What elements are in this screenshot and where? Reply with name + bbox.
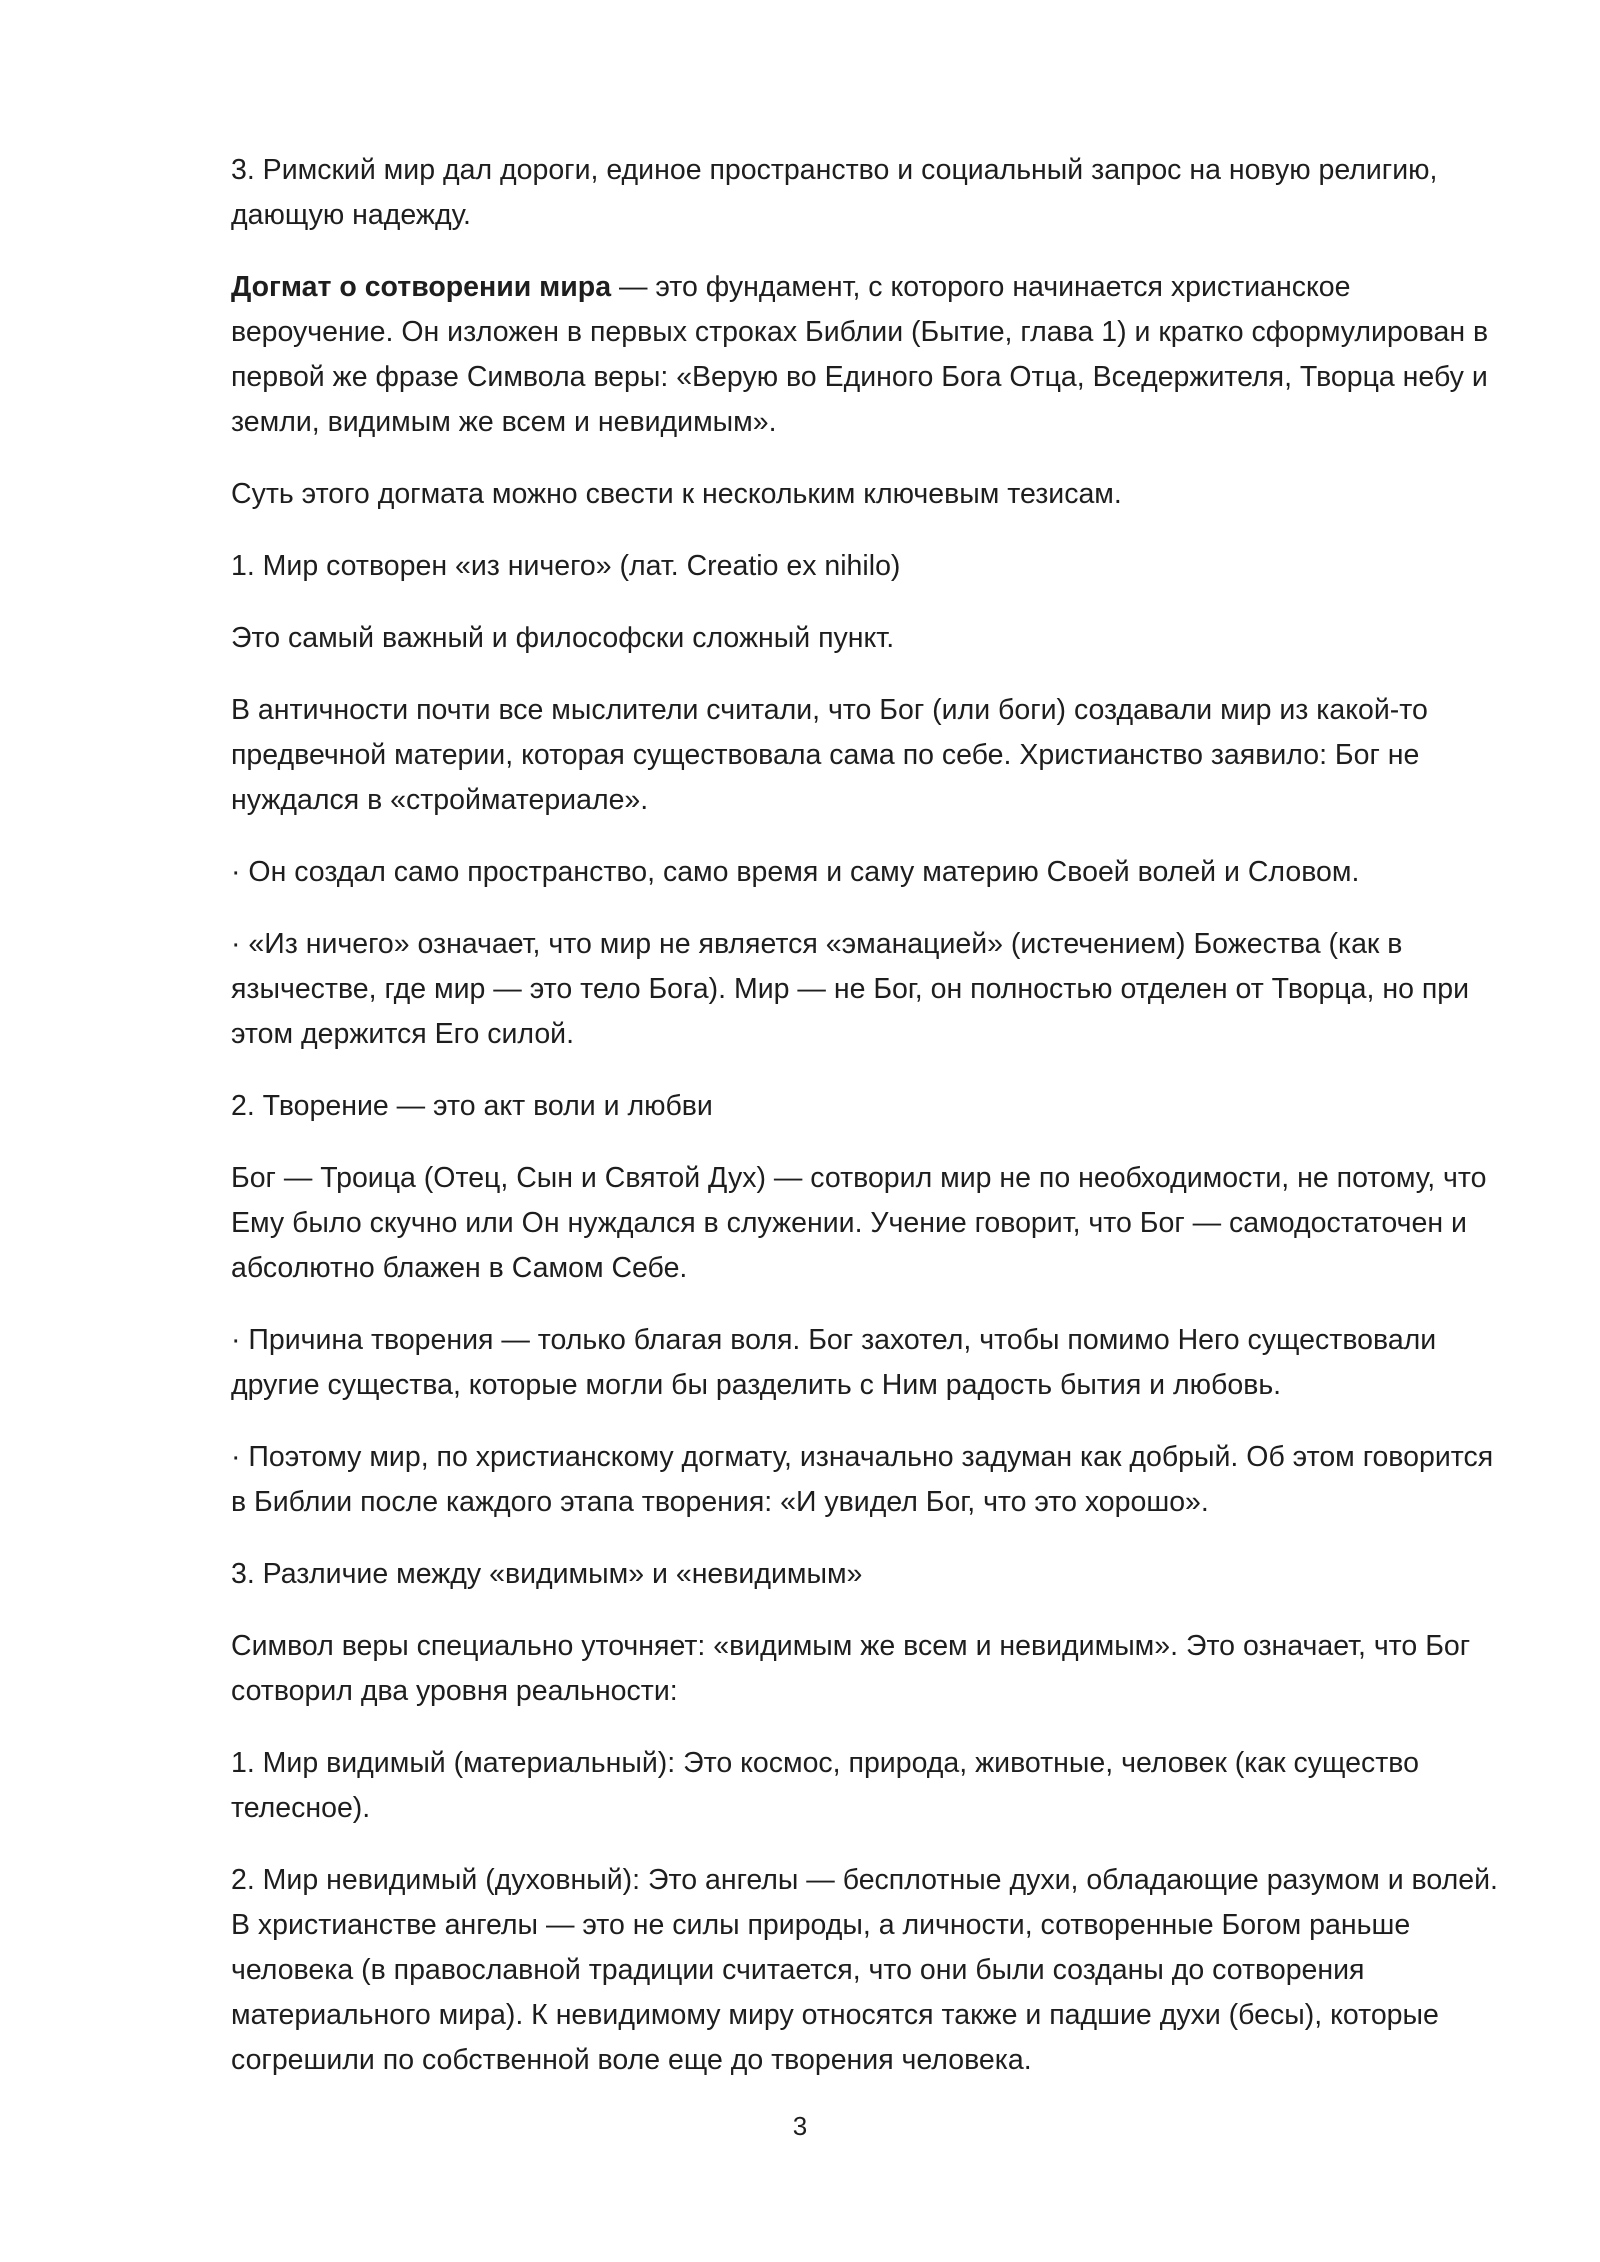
- bullet-space-time-matter: [231, 850, 1511, 895]
- dogma-term: Догмат о сотворении мира: [231, 271, 612, 303]
- paragraph-dogma-intro: [231, 265, 1511, 445]
- paragraph-text: 3. Различие между «видимым» и «невидимым»: [231, 1558, 863, 1590]
- list-item-invisible-world: [231, 1858, 1511, 2083]
- paragraph-text: 1. Мир сотворен «из ничего» (лат. Creatio ex nihilo): [231, 550, 901, 582]
- bullet-world-is-good: [231, 1435, 1511, 1525]
- paragraph-trinity: [231, 1156, 1511, 1291]
- bullet-good-will: [231, 1318, 1511, 1408]
- paragraph-important-point: [231, 616, 1511, 661]
- page-number: 3: [792, 2111, 808, 2141]
- paragraph-theses-intro: [231, 472, 1511, 517]
- bullet-not-emanation: [231, 922, 1511, 1057]
- paragraph-symbol-of-faith: [231, 1624, 1511, 1714]
- paragraph-text: 3. Римский мир дал дороги, единое пространство и социальный запрос на новую религию, дающую надежду.: [231, 154, 1438, 231]
- paragraph-text: Суть этого догмата можно свести к нескольким ключевым тезисам.: [231, 478, 1122, 510]
- paragraph-text: 2. Мир невидимый (духовный): Это ангелы — бесплотные духи, обладающие разумом и волей. В христианстве ангелы — это не силы природы, а личности, сотворенные Богом раньше человека (в православной традиции считается, что они были созданы до сотворения материального мира). К невидимому миру относятся также и падшие духи (бесы), которые согрешили по собственной воле еще до творения человека.: [231, 1864, 1498, 2076]
- paragraph-text: · Причина творения — только благая воля. Бог захотел, чтобы помимо Него существовали другие существа, которые могли бы разделить с Ним радость бытия и любовь.: [231, 1324, 1437, 1401]
- paragraph-text: 1. Мир видимый (материальный): Это космос, природа, животные, человек (как существо телесное).: [231, 1747, 1419, 1824]
- paragraph-text: Символ веры специально уточняет: «видимым же всем и невидимым». Это означает, что Бог сотворил два уровня реальности:: [231, 1630, 1471, 1707]
- paragraph-text: В античности почти все мыслители считали, что Бог (или боги) создавали мир из какой-то предвечной материи, которая существовала сама по себе. Христианство заявило: Бог не нуждался в «стройматериале».: [231, 694, 1428, 816]
- list-item-visible-world: [231, 1741, 1511, 1831]
- paragraph-text: · «Из ничего» означает, что мир не является «эманацией» (истечением) Божества (как в язычестве, где мир — это тело Бога). Мир — не Бог, он полностью отделен от Творца, но при этом держится Его силой.: [231, 928, 1470, 1050]
- paragraph-text: Бог — Троица (Отец, Сын и Святой Дух) — сотворил мир не по необходимости, не потому, что Ему было скучно или Он нуждался в служении. Учение говорит, что Бог — самодостаточен и абсолютно блажен в Самом Себе.: [231, 1162, 1487, 1284]
- heading-act-of-will: [231, 1084, 1511, 1129]
- paragraph-text: 2. Творение — это акт воли и любви: [231, 1090, 713, 1122]
- paragraph-text: — это фундамент, с которого начинается христианское вероучение. Он изложен в первых строках Библии (Бытие, глава 1) и кратко сформулирован в первой же фразе Символа веры: «Верую во Единого Бога Отца, Вседержителя, Творца небу и земли, видимым же всем и невидимым».: [231, 271, 1489, 438]
- paragraph-text: Это самый важный и философски сложный пункт.: [231, 622, 895, 654]
- heading-visible-invisible: [231, 1552, 1511, 1597]
- paragraph-text: · Он создал само пространство, само время и саму материю Своей волей и Словом.: [231, 856, 1360, 888]
- paragraph-text: · Поэтому мир, по христианскому догмату, изначально задуман как добрый. Об этом говорится в Библии после каждого этапа творения: «И увидел Бог, что это хорошо».: [231, 1441, 1494, 1518]
- paragraph-roman-world: [231, 148, 1511, 238]
- document-body: [231, 148, 1511, 2110]
- heading-creatio-ex-nihilo: [231, 544, 1511, 589]
- paragraph-antiquity: [231, 688, 1511, 823]
